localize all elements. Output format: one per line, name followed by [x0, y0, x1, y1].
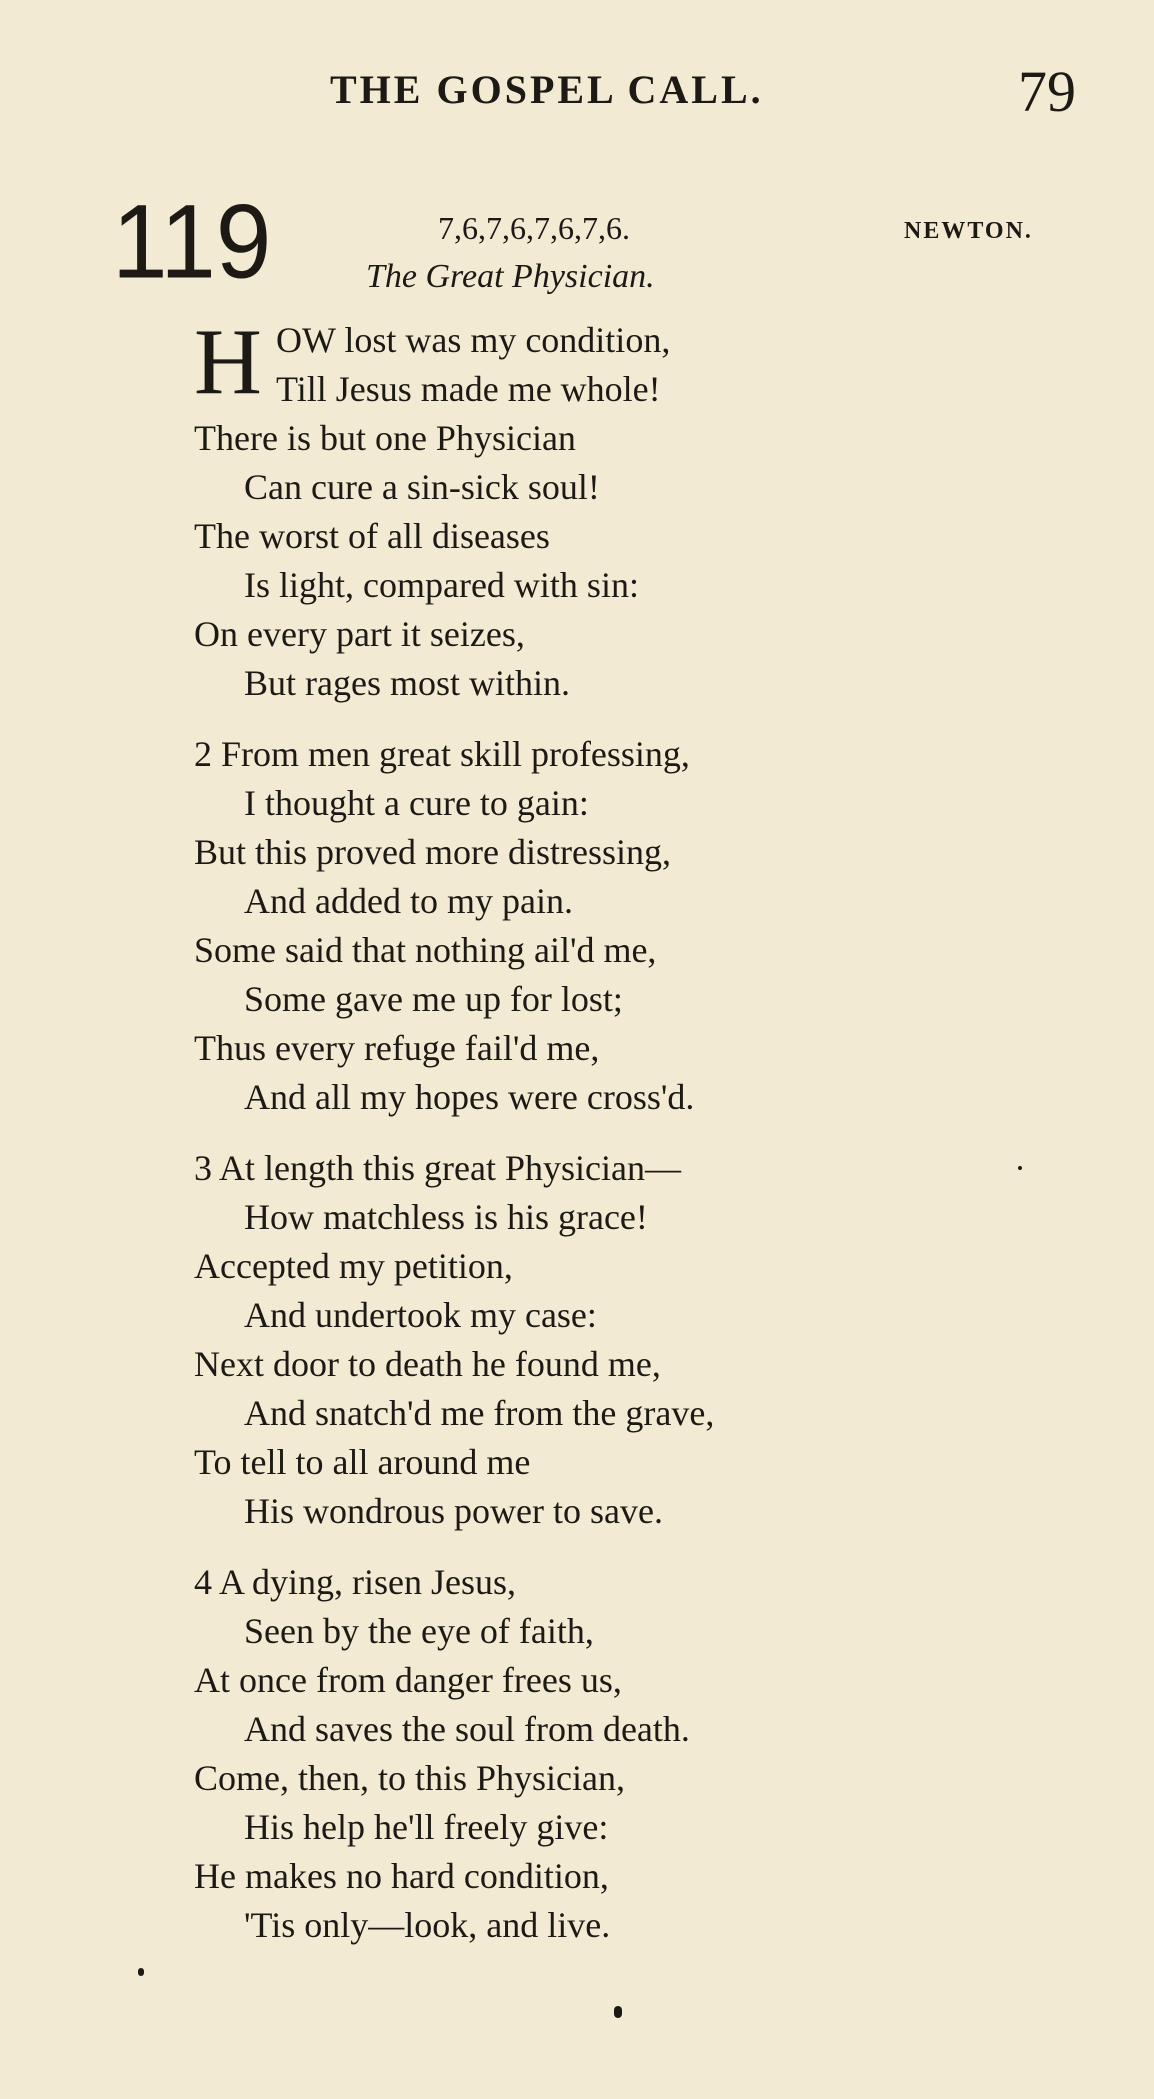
verse-line: 2 From men great skill professing,	[194, 734, 690, 774]
hymn-meter: 7,6,7,6,7,6,7,6.	[438, 210, 630, 246]
page-number: 79	[1018, 59, 1076, 124]
verse-line: Can cure a sin-sick soul!	[244, 467, 600, 507]
verse-2	[194, 730, 1044, 1122]
print-speck	[614, 2006, 622, 2018]
verse-line: The worst of all diseases	[194, 516, 550, 556]
verse-line: Accepted my petition,	[194, 1246, 513, 1286]
verse-line: 3 At length this great Physician—	[194, 1148, 681, 1188]
drop-cap: H	[194, 310, 262, 414]
verse-line: How matchless is his grace!	[244, 1197, 648, 1237]
verse-line: Some gave me up for lost;	[244, 979, 623, 1019]
verse-line: And all my hopes were cross'd.	[244, 1077, 695, 1117]
verse-4	[194, 1558, 1044, 1950]
tune-name: NEWTON.	[904, 218, 1033, 244]
verse-line: And saves the soul from death.	[244, 1709, 690, 1749]
hymn-number: 119	[112, 183, 272, 301]
verse-line: Thus every refuge fail'd me,	[194, 1028, 600, 1068]
verse-line: At once from danger frees us,	[194, 1660, 622, 1700]
verse-1-line-2	[194, 365, 1044, 414]
print-speck	[1018, 1166, 1022, 1170]
verse-line: Come, then, to this Physician,	[194, 1758, 625, 1798]
verse-line: His help he'll freely give:	[244, 1807, 609, 1847]
verse-3	[194, 1144, 1044, 1536]
verse-line: And undertook my case:	[244, 1295, 597, 1335]
hymn-title: The Great Physician.	[366, 258, 655, 295]
verse-line-text: OW lost was my condition,	[276, 320, 671, 360]
verse-line: 4 A dying, risen Jesus,	[194, 1562, 517, 1602]
verse-line: And added to my pain.	[244, 881, 573, 921]
verse-line: Next door to death he found me,	[194, 1344, 661, 1384]
verse-line: 'Tis only—look, and live.	[244, 1905, 611, 1945]
verse-line: He makes no hard condition,	[194, 1856, 609, 1896]
verse-line: Some said that nothing ail'd me,	[194, 930, 657, 970]
print-speck	[138, 1968, 144, 1976]
verse-1	[194, 310, 1044, 708]
running-title: THE GOSPEL CALL.	[330, 67, 764, 112]
verse-line: Is light, compared with sin:	[244, 565, 639, 605]
verse-line: I thought a cure to gain:	[244, 783, 589, 823]
verse-line: To tell to all around me	[194, 1442, 531, 1482]
verse-line: And snatch'd me from the grave,	[244, 1393, 715, 1433]
verse-line-text: Till Jesus made me whole!	[276, 369, 661, 409]
hymn-verses	[194, 310, 1044, 1972]
verse-line: But this proved more distressing,	[194, 832, 671, 872]
verse-line: But rages most within.	[244, 663, 570, 703]
verse-line: His wondrous power to save.	[244, 1491, 663, 1531]
verse-line: On every part it seizes,	[194, 614, 525, 654]
verse-line: Seen by the eye of faith,	[244, 1611, 594, 1651]
verse-line: There is but one Physician	[194, 418, 576, 458]
